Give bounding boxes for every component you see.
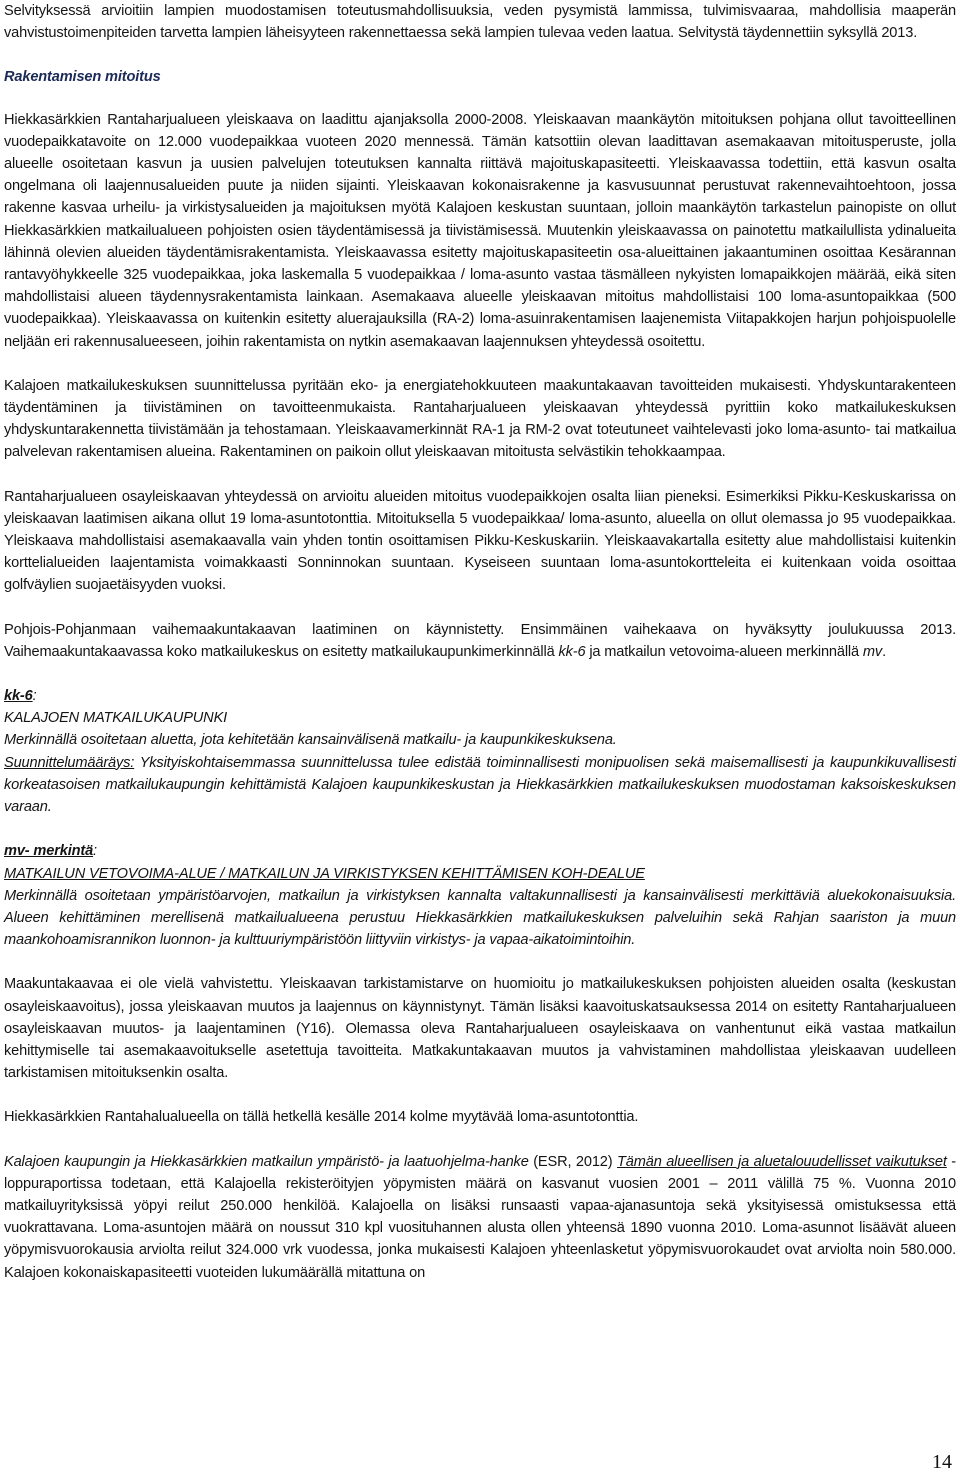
kk6-ref: kk-6 bbox=[558, 643, 586, 660]
kk6-regulation bbox=[4, 752, 956, 819]
report-title: Tämän alueellisen ja aluetalouudellisset vaikutukset bbox=[617, 1153, 947, 1170]
section-heading: Rakentamisen mitoitus bbox=[4, 69, 161, 86]
mv-block bbox=[4, 840, 956, 951]
kk6-title: KALAJOEN MATKAILUKAUPUNKI bbox=[4, 710, 228, 727]
document-page bbox=[4, 0, 956, 1284]
page-number: 14 bbox=[932, 1451, 952, 1473]
kk6-regulation-label: Suunnittelumääräys: bbox=[4, 754, 135, 771]
mitoitus-paragraph: Hiekkasärkkien Rantaharjualueen yleiskaava on laadittu ajanjaksolla 2000-2008. Yleiskaavan maankäytön mitoituksen pohjana ollut tavoitteellinen vuodepaikkatavoite on 12.000 vuodepaikkaa vuoteen 2020 mennessä. Tämän katsottiin olevan laadittavan asemakaavan mitoitusperuste, jolla alueelle osoitetaan kasvun ja uusien palvelujen toteutuksen kannalta riittävä majoituskapasiteetti. Yleiskaavassa todettiin, että kasvun osalta ongelmana oli laajennusalueiden puute ja niiden sijainti. Yleiskaavan kokonaisrakenne ja kasvusuunnat perustuvat rakennevaihtoehtoon, jossa rakenne kasvaa urheilu- ja virkistysalueiden ja majoituksen myötä Kalajoen keskustan suuntaan, jolloin maankäytön tarkastelun painopiste on ollut Hiekkasärkkien matkailualueen pohjoisten osien täydentämisessä ja tiivistämisessä. Muutenkin yleiskaavassa on painotettu matkailullista ydinalueita lähinnä olevien alueiden täydentämisrakentamista. Yleiskaavassa esitetty majoituskapasiteetin osa-alueittainen jakaantuminen osoittaa Kesärannan rantavyöhykkeelle 325 vuodepaikkaa, joka laskemalla 5 vuodepaikkaa / loma-asunto vastaa täsmälleen nykyisten lomapaikkojen määrää, eikä siten mahdollistaisi alueen täydennysrakentamista lainkaan. Asemakaava alueelle yleiskaavan mitoitus mahdollistaisi 100 loma-asuntopaikkaa (500 vuodepaikkaa). Yleiskaavassa on kuitenkin esitetty aluerajauksilla (RA-2) loma-asuinrakentamisen laajenemista Viitapakkojen harjun pohjoispuolelle neljään eri rakennusalueeseen, joihin rakentamista on nytkin asemakaavan laajennuksen yhteydessä osoitettu. bbox=[4, 111, 956, 350]
kalajoki-planning-paragraph: Kalajoen matkailukeskuksen suunnittelussa pyritään eko- ja energiatehokkuuteen maakuntakaavan tavoitteiden mukaisesti. Yhdyskuntarakenteen täydentäminen ja tiivistäminen on tavoitteenmukaista. Rantaharjualueen yleiskaavan yhteydessä pyrittiin koko matkailukeskuksen yhdyskuntarakennetta tiivistämään ja tehostamaan. Yleiskaavamerkinnät RA-1 ja RM-2 ovat toteutuneet vaihtelevasti joko loma-asunto- tai matkailua palvelevan rakentamisen alueina. Rakentaminen on paikoin ollut yleiskaavan mitoitusta selvästikin tehokkaampaa. bbox=[4, 377, 956, 461]
mv-label: mv- merkintä bbox=[4, 843, 94, 860]
kk6-label-line bbox=[4, 685, 956, 707]
laatuohjelma-text-b: -loppuraportissa todetaan, että Kalajoella rekisteröityjen yöpymisten määrä on kasvanut vuosien 2001 – 2011 välillä 75 %. Vuonna 2010 matkailuyrityksissä yöpyi reilut 250.000 henkilöä. Kalajoella on lisäksi runsaasti vapaa-ajanasuntoja sekä yksityisessä omistuksessa että vuokrattavana. Loma-asuntojen määrä on noussut 310 kpl vuosituhannen alusta ollen yhteensä 1890 vuonna 2010. Loma-asunnot lisäävät alueen yöpymisvuorokausia arviolta reilut 324.000 vrk vuodessa, jonka mukaisesti Kalajoen yhteenlasketut yöpymisvuorokaudet ovat arviolta noin 580.000. Kalajoen kokonaiskapasiteetti vuoteiden lukumäärällä mitattuna on bbox=[4, 1153, 957, 1281]
kk6-description: Merkinnällä osoitetaan aluetta, jota kehitetään kansainvälisenä matkailu- ja kaupunkikeskuksena. bbox=[4, 732, 617, 749]
kk6-colon: : bbox=[32, 688, 37, 705]
mv-colon: : bbox=[93, 843, 97, 860]
kk6-label: kk-6 bbox=[4, 688, 33, 705]
laatuohjelma-title: Kalajoen kaupungin ja Hiekkasärkkien matkailun ympäristö- ja laatuohjelma-hanke bbox=[4, 1153, 529, 1170]
laatuohjelma-text-a: (ESR, 2012) bbox=[528, 1153, 618, 1170]
tontit-paragraph: Hiekkasärkkien Rantahalualueella on tällä hetkellä kesälle 2014 kolme myytävää loma-asuntotonttia. bbox=[4, 1109, 639, 1126]
maakuntakaava-text-b: ja matkailun vetovoima-alueen merkinnällä bbox=[585, 643, 863, 660]
maakuntakaava-text-a: Pohjois-Pohjanmaan vaihemaakuntakaavan laatiminen on käynnistetty. Ensimmäinen vaihekaava on hyväksytty joulukuussa 2013. Vaihemaakuntakaavassa koko matkailukeskus on esitetty matkailukaupunkimerkinnällä bbox=[4, 621, 956, 660]
rantaharju-paragraph: Rantaharjualueen osayleiskaavan yhteydessä on arvioitu alueiden mitoitus vuodepaikkojen osalta liian pieneksi. Esimerkiksi Pikku-Keskuskarissa on yleiskaavan laatimisen aikana ollut 19 loma-asuntotonttia. Mitoituksella 5 vuodepaikkaa/ loma-asunto, alueella on ollut olemassa jo 95 vuodepaikkaa. Yleiskaava mahdollistaisi asemakaavalla vain yhden tontin osoittamisen Pikku-Keskuskariin. Yleiskaavakartalla esitetty alue mahdollistaisi kuitenkin korttelialueiden laajentamista voimakkaasti Sonninnokan suuntaan. Kyseiseen suuntaan loma-asuntokortteleita ei kuitenkaan voida osoittaa golfväylien suojaetäisyyden vuoksi. bbox=[4, 488, 956, 594]
mv-label-line bbox=[4, 840, 956, 862]
kk6-block bbox=[4, 685, 956, 818]
mv-description: Merkinnällä osoitetaan ympäristöarvojen, matkailun ja virkistyksen kannalta valtakunnallisesti ja kansainvälisesti merkittäviä aluekokonaisuuksia. Alueen kehittäminen merellisenä matkailualueena perustuu Hiekkasärkkien matkailukeskuksen palveluihin sekä Rahjan saariston ja muun maankohoamisrannikon luonnon- ja kulttuuriympäristöön liittyviin virkistys- ja vapaa-aikatoimintoihin. bbox=[4, 887, 956, 949]
kk6-regulation-text: Yksityiskohtaisemmassa suunnittelussa tulee edistää toiminnallisesti monipuolisen sekä maisemallisesti ja kaupunkikuvallisesti korkeatasoisen matkailukaupungin kehittämistä Kalajoen kaupunkikeskustan ja Hiekkasärkkien matkailukeskuksen muodostaman kaksoiskeskuksen varaan. bbox=[4, 754, 956, 816]
vahvistus-paragraph: Maakuntakaavaa ei ole vielä vahvistettu. Yleiskaavan tarkistamistarve on huomioitu jo matkailukeskuksen pohjoisten alueiden osalta (keskustan osayleiskaavoitus), jossa yleiskaavan muutos ja laajennus on käynnistynyt. Tämän lisäksi kaavoituskatsauksessa 2014 on esitetty Rantaharjualueen osayleiskaavan muutos- ja laajentaminen (Y16). Olemassa oleva Rantaharjualueen osayleiskaava on vanhentunut eikä vastaa matkailun kehittymiselle tai asemakaavoitukselle asetettuja tavoitteita. Matkakuntakaavan muutos ja vahvistaminen mahdollistaa yleiskaavan uudelleen tarkistamisen mitoituksenkin osalta. bbox=[4, 976, 956, 1082]
mv-title: MATKAILUN VETOVOIMA-ALUE / MATKAILUN JA VIRKISTYKSEN KEHITTÄMISEN KOH-DEALUE bbox=[4, 865, 645, 882]
maakuntakaava-paragraph bbox=[4, 619, 956, 663]
mv-ref: mv bbox=[862, 643, 883, 660]
laatuohjelma-paragraph bbox=[4, 1151, 956, 1284]
intro-paragraph: Selvityksessä arvioitiin lampien muodostamisen toteutusmahdollisuuksia, veden pysymistä lammissa, tulvimisvaaraa, mahdollisia maaperän vahvistustoimenpiteiden tarvetta lampien läheisyyteen rakennettaessa sekä lampien tulevaa veden laatua. Selvitystä täydennettiin syksyllä 2013. bbox=[4, 3, 956, 42]
maakuntakaava-text-c: . bbox=[882, 643, 886, 660]
